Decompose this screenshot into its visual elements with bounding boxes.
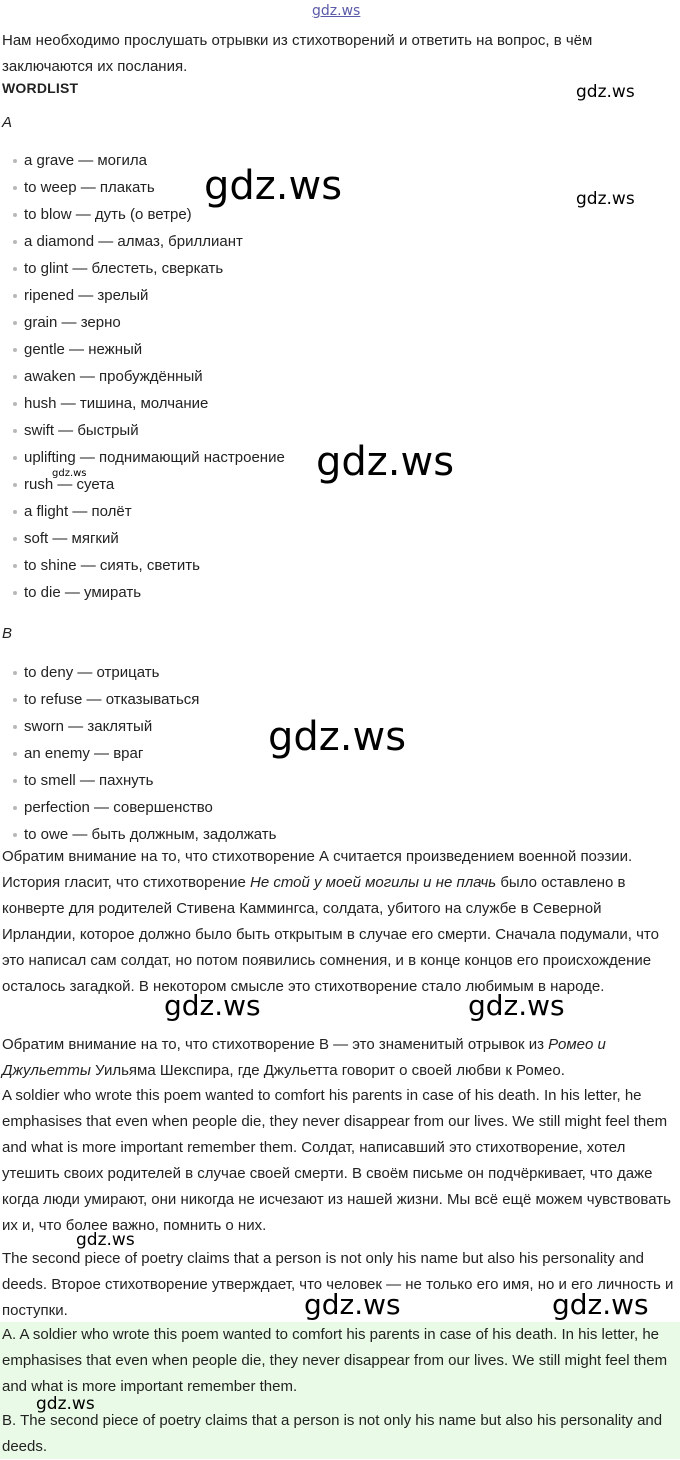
wordlist-item (0, 498, 285, 525)
note-poem-b: Обратим внимание на то, что стихотворение В — это знаменитый отрывок из Ромео и Джульетты Уильяма Шекспира, где Джульетта говорит о своей любви к Ромео. (2, 1036, 606, 1079)
bullet-icon (13, 779, 17, 783)
watermark: gdz.ws (204, 163, 343, 209)
watermark: gdz.ws (468, 989, 565, 1022)
watermark: gdz.ws (552, 1288, 649, 1321)
wordlist-item-text: hush — тишина, молчание (24, 395, 209, 412)
wordlist-item (0, 552, 285, 579)
bullet-icon (13, 321, 17, 325)
bullet-icon (13, 267, 17, 271)
wordlist-item-text: soft — мягкий (24, 530, 119, 547)
answer-box (0, 1322, 680, 1459)
wordlist-item (0, 659, 277, 686)
wordlist-item (0, 740, 277, 767)
watermark: gdz.ws (52, 468, 87, 479)
watermark: gdz.ws (316, 439, 455, 485)
wordlist-b (0, 659, 277, 848)
wordlist-item (0, 417, 285, 444)
bullet-icon (13, 159, 17, 163)
wordlist-item-text: rush — суета (24, 476, 115, 493)
watermark: gdz.ws (36, 1394, 95, 1414)
bullet-icon (13, 752, 17, 756)
bullet-icon (13, 456, 17, 460)
wordlist-item-text: grain — зерно (24, 314, 121, 331)
wordlist-item-text: a grave — могила (24, 152, 147, 169)
bullet-icon (13, 833, 17, 837)
section-b-letter: B (2, 625, 13, 642)
bullet-icon (13, 429, 17, 433)
wordlist-item-text: swift — быстрый (24, 422, 139, 439)
watermark: gdz.ws (304, 1288, 401, 1321)
wordlist-item (0, 309, 285, 336)
bullet-icon (13, 671, 17, 675)
explanation-a: A soldier who wrote this poem wanted to comfort his parents in case of his death. In his letter, he emphasises that even when people die, they never disappear from our lives. We still might feel them and what is more important remember them. Солдат, написавший это стихотворение, хотел утешить своих родителей в случае своей смерти. В своём письме он подчёркивает, что даже когда люди умирают, они никогда не исчезают из нашей жизни. Мы всё ещё можем чувствовать их и, что более важно, помнить о них. (2, 1087, 671, 1234)
wordlist-item (0, 282, 285, 309)
wordlist-item-text: ripened — зрелый (24, 287, 149, 304)
watermark: gdz.ws (576, 189, 635, 209)
wordlist-item-text: to refuse — отказываться (24, 691, 200, 708)
section-a-letter: A (2, 114, 13, 131)
answer-b: B. The second piece of poetry claims that a person is not only his name but also his personality and deeds. (2, 1412, 663, 1455)
wordlist-item-text: to weep — плакать (24, 179, 155, 196)
wordlist-heading: WORDLIST (2, 80, 79, 96)
watermark: gdz.ws (76, 1230, 135, 1250)
poem-b-title: Ромео и Джульетты (2, 1036, 606, 1079)
wordlist-item (0, 255, 285, 282)
wordlist-item-text: awaken — пробуждённый (24, 368, 203, 385)
wordlist-item (0, 468, 285, 498)
wordlist-item-text: gentle — нежный (24, 341, 143, 358)
site-link-top[interactable]: gdz.ws (312, 3, 361, 19)
bullet-icon (13, 591, 17, 595)
wordlist-item (0, 363, 285, 390)
bullet-icon (13, 294, 17, 298)
watermark: gdz.ws (164, 989, 261, 1022)
wordlist-item-text: to die — умирать (24, 584, 142, 601)
wordlist-item-text: uplifting — поднимающий настроение (24, 449, 285, 466)
wordlist-item-text: a flight — полёт (24, 503, 132, 520)
wordlist-item-text: perfection — совершенство (24, 799, 213, 816)
bullet-icon (13, 537, 17, 541)
bullet-icon (13, 240, 17, 244)
wordlist-item (0, 525, 285, 552)
wordlist-a (0, 147, 285, 606)
wordlist-item (0, 713, 277, 740)
wordlist-item (0, 444, 285, 471)
wordlist-item (0, 390, 285, 417)
bullet-icon (13, 375, 17, 379)
wordlist-item-text: to smell — пахнуть (24, 772, 154, 789)
bullet-icon (13, 213, 17, 217)
bullet-icon (13, 348, 17, 352)
bullet-icon (13, 402, 17, 406)
note-poem-a: Обратим внимание на то, что стихотворение А считается произведением военной поэзии. История гласит, что стихотворение Не стой у моей могилы и не плачь было оставлено в конверте для родителей Стивена Каммингса, солдата, убитого на службе в Северной Ирландии, которое должно было быть открытым в случае его смерти. Сначала подумали, что это написал сам солдат, но потом появились сомнения, и в конце концов его происхождение осталось загадкой. В некотором смысле это стихотворение стало любимым в народе. (2, 848, 659, 995)
wordlist-item-text: to glint — блестеть, сверкать (24, 260, 224, 277)
bullet-icon (13, 806, 17, 810)
wordlist-item-text: to shine — сиять, светить (24, 557, 200, 574)
watermark: gdz.ws (268, 714, 407, 760)
bullet-icon (13, 186, 17, 190)
wordlist-item (0, 767, 277, 794)
bullet-icon (13, 725, 17, 729)
wordlist-item (0, 147, 285, 174)
bullet-icon (13, 510, 17, 514)
wordlist-item (0, 686, 277, 713)
wordlist-item (0, 579, 285, 606)
wordlist-item-text: sworn — заклятый (24, 718, 153, 735)
watermark: gdz.ws (576, 82, 635, 102)
bullet-icon (13, 483, 17, 487)
answer-a: A. A soldier who wrote this poem wanted to comfort his parents in case of his death. In his letter, he emphasises that even when people die, they never disappear from our lives. We still might feel them and what is more important remember them. (2, 1326, 668, 1395)
wordlist-item (0, 794, 277, 821)
wordlist-item-text: to blow — дуть (о ветре) (24, 206, 192, 223)
bullet-icon (13, 564, 17, 568)
wordlist-item-text: an enemy — враг (24, 745, 144, 762)
wordlist-item-text: to deny — отрицать (24, 664, 160, 681)
wordlist-item (0, 336, 285, 363)
wordlist-item (0, 228, 285, 255)
wordlist-item-text: a diamond — алмаз, бриллиант (24, 233, 243, 250)
wordlist-item-text: to owe — быть должным, задолжать (24, 826, 277, 843)
wordlist-item (0, 174, 285, 201)
bullet-icon (13, 698, 17, 702)
wordlist-item (0, 201, 285, 228)
poem-a-title: Не стой у моей могилы и не плачь (249, 874, 497, 891)
explanation-b: The second piece of poetry claims that a person is not only his name but also his personality and deeds. Второе стихотворение утверждает, что человек — не только его имя, но и его личность и поступки. (2, 1250, 674, 1319)
task-intro: Нам необходимо прослушать отрывки из стихотворений и ответить на вопрос, в чём заключаются их послания. (2, 32, 593, 75)
